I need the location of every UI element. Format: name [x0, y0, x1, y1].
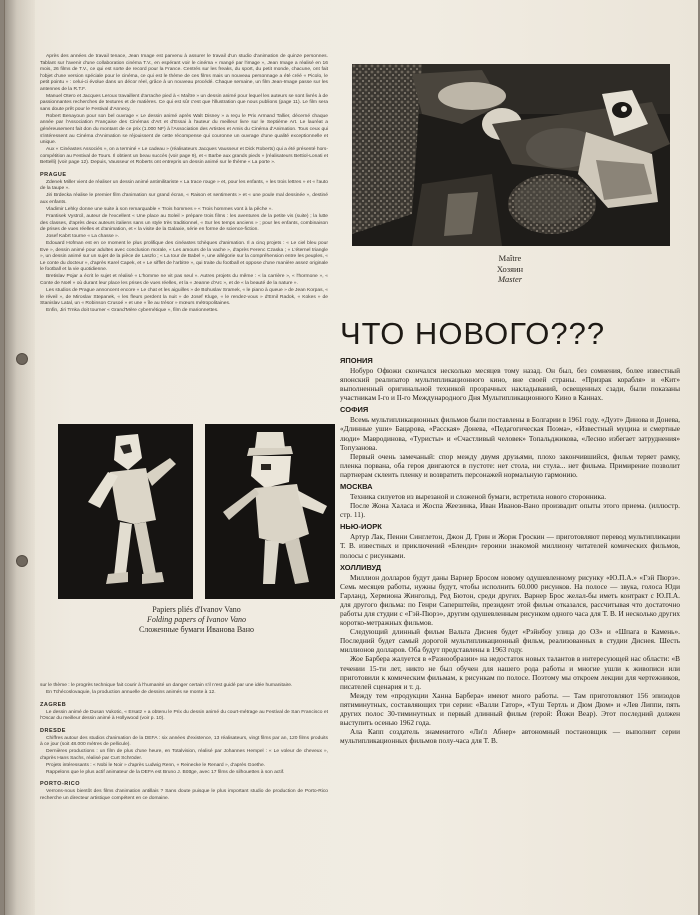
- hollywood-paragraph: Ала Капп создатель знаменитого «Ли'л Абнер» автономный постановщик — выполнит серии мультипликационных фильмов полу-часа для Т. В.: [340, 727, 680, 746]
- sofia-paragraph: Первый очень замечаный: спор между двумя друзьями, плохо закончившийся, фильм теряет рамку, пленка порвана, оба героя двигаются в пустоте: нет стола, ни стула... нет фильма. Примирение позволит партнерам склеить пленку и возвратить персонажей нормальную гармонию.: [340, 451, 680, 479]
- moscow-paragraph: После Жона Халаса и Жоспа Жеезинка, Иван Иванов-Вано произвадит опыты этого приема. (иллюстр. стр. 11).: [340, 501, 680, 520]
- prague-paragraph: Enfin, Jiri Trnka doit tourner « Grand'Mère cybernétique », film de marionnettes.: [46, 308, 219, 314]
- prague-paragraph: Zdenek Miller vient de réaliser un dessin animé antimilitariste « La trace rouge » et, pour les enfants, « les trois lettres » et « l'auto de la taupe ».: [40, 179, 328, 192]
- prague-paragraph: Josef Kabrt tourne « La chasse ».: [46, 234, 120, 240]
- section-heading-hollywood: ХОЛЛИВУД: [340, 562, 382, 572]
- continuation-paragraph: En Tchécoslovaquie, la production annuelle de dessins animés se monte à 12.: [46, 690, 216, 696]
- section-heading-japan: ЯПОНИЯ: [340, 356, 373, 365]
- dresde-paragraph: Dernières productions : un film de plus d'une heure, en Totalvision, réalisé par Johannes Hempel : « Le voleur de cheveux », d'après Hans Sachs, réalisé par Curt Schröder.: [40, 749, 328, 761]
- section-heading-prague: PRAGUE: [40, 171, 67, 178]
- hollywood-paragraph: Жоe Барбера жалуется в «Разнообразии» на недостаток новых талантов в интересующей нас области: «В течении 15-ти лет, никто не был обучен для нашего рода работы и многие ушли к живописи или приготовили к комическим фильмам, к рисункам по полосе. Поэтому мы откроем лекции для чертежников, писателей сценария и т. д.: [340, 654, 680, 691]
- caption-french: Maître: [498, 253, 522, 263]
- maitre-caption: [440, 253, 580, 285]
- folded-paper-photo-2: [205, 424, 335, 599]
- prague-paragraph: Bretislav Pojar a écrit le sujet et réalisé « L'homme ne vit pas seul ». Autres projets du même : « la carrière », « l'hormone », « Conte de Noël » où durant leur place les prises de vues réelles, et la « Jeanne d'Arc », et de « la beauté de la nature ».: [40, 274, 328, 286]
- section-heading-zagreb: ZAGREB: [40, 701, 67, 708]
- intro-paragraph: Robert Benayoun pour son bel ouvrage « Le dessin animé après Walt Disney » a reçu le Prix Armand Tallier, décerné chaque année par l'Association Française des Cinémas d'Art et d'Essai à l'auteur du meilleur livre sur le Septième Art. Le lauréat a généreusement fait don du montant de ce prix (1.000 NF) à l'Association des Artistes et Amis du Cinéma d'Animation. Tous ceux qui s'intéressent au Cinéma d'Animation se réjouissent de cette récompense qui couronne un ouvrage d'une qualité exceptionnelle et unique.: [40, 113, 328, 146]
- punch-hole: [16, 353, 28, 365]
- section-heading-moscow: МОСКВА: [340, 482, 373, 492]
- zagreb-paragraph: Le dessin animé de Dusan Vukotic, « Ersatz » a obtenu le Prix du dessin animé du court-métrage au Festival de San Francisco et l'Oscar du meilleur dessin animé à Hollywood (voir p. 10).: [40, 709, 328, 722]
- new-york-paragraph: Артур Лак, Пенни Синглетон, Джон Д. Грин и Жорж Гроскин — приготовляют перевод мультипликации Т. В. известных и приключений «Бленди» героини знакомой миллиону читателей комических фильмов, полосы с рисунками.: [340, 532, 680, 560]
- dresde-paragraph: Projets intéressants : « Nobi le Noir » d'après Ludwig Renn, « Reinecke le Renard », d'après Goethe.: [46, 762, 266, 768]
- section-heading-porto-rico: PORTO-RICO: [40, 781, 81, 788]
- folded-paper-photo-1: [58, 424, 193, 599]
- section-heading-dresde: DRESDE: [40, 727, 66, 734]
- prague-paragraph: Les studios de Prague annoncent encore « Le chat et les aiguilles » de Bohuslav Sramek, « le piano à queue » de Jean Korpas, « le réveil », de Miroslav Stepanek, « les fleurs perdent la nuit » de Josef Kluge, « le rendez-vous » d'Emil Radok, « Kokes » de Stanislav Latal, un « Robinson Crusoé » et une « île au trésor » mœurs métropolitaines.: [40, 288, 328, 307]
- page-title: ЧТО НОВОГО???: [340, 316, 606, 351]
- caption-russian: Сложенные бумаги Иванова Вано: [138, 625, 255, 634]
- hollywood-paragraph: Миллион долларов будут даны Варнер Бросом новому одушевленному рисунку «Ю.П.А.» «Гэй Пюрэ». Семь месяцев работы, нужны будут, чтобы исполнить 60.000 рисунков. На полосе — звука, голоса Юди Гарланд, Хермиона Жингольд, Ред Бютон, среди других. Варнер Брос желал-бы иметь контракт с Ю.П.А. для другого фильма: по Генри Саперштейн, президент этой фильм отказался, рассчитывая что достаточно работы для студии с «Гэй-Пюрэ», другим одушевленным рисунком одного часа для Т. В. И несколько других коротко-метражных фильмов.: [340, 572, 680, 628]
- dresde-paragraph: Chiffres autour des studios d'animation de la DEFA : six années d'existence, 13 réalisateurs, vingt films par an, 120 films produits à ce jour (soit 48.000 mètres de pellicule).: [40, 735, 328, 748]
- intro-paragraph: Manuel Otero et Jacques Leroux travaillent d'arrache pied à « Maître » un dessin animé pour lequel les auteurs se sont livrés à de passionnantes recherches de textures et de matières. Ce qui est sûr c'est que l'illustration que nous publions (page 11). Le film sera sans doute prêt pour le Festival d'Annecy.: [40, 93, 328, 112]
- french-news-column-lower: [40, 683, 328, 803]
- japan-paragraph: Нобуро Офюжи скончался несколько месяцев тому назад. Он был, без сомнения, более известный японский реализатор мультипликационного кино, вне своей страны. «Призрак корабля» и «Кит» выполненный оригинальной техникой прозрачных накладываний, освещенных сзади, были показаны участникам I-го и II-го Международного Дня Мультипликационного Кино в Каннах.: [340, 366, 680, 403]
- hollywood-paragraph: Между тем «продукции Ханна Барбера» имеют много работы. — Там приготовляют 156 эпизодов пятиминутных, составляющих три серии: «Валли Гатор», «Туш Тертль и Дюм Дюм» и «Лев Липпи, пять других полос 30-тиминутных и первый длинный фильм (герой: Йожи Веар). Этот последний должен выступить осенью 1962 года.: [340, 690, 680, 728]
- french-news-column: [40, 54, 328, 315]
- intro-paragraph: Aux « Cinéastes Associés », on a terminé « Le cadeau » (réalisateurs Jacques Vausseur et Dick Roberts) qui a été présenté hors-compétition au Festival de Tours. Il obtient un beau succès (voir page 9), et « Barbe aux grands pieds » (réalisateurs Bettiol-Lonati et Bettelli) (voir page 12). Depuis, Vausseur et Roberts ont entrepris un dessin animé sur le thème « La porte ».: [40, 147, 328, 166]
- maitre-illustration: [352, 64, 670, 246]
- porto-rico-paragraph: Verrons-nous bientôt des films d'animation antillais ? Sans doute puisque le plus important studio de production de Porto-Rico recherche un directeur artistique compétent en ce domaine.: [40, 789, 328, 802]
- sofia-paragraph: Всемь мультипликационных фильмов были поставлены в Болгарии в 1961 году. «Дуэт» Динова и Донева, «Длинные уши» Бацарова, «Расская» Донева, «Педагогическая Поэма», «Известный муцина и смертные люди» Мавродинова, «Туристы» и «Счастливый человек» Топальджикова, «Лесню избегает затруднения» Топузанова.: [340, 415, 680, 452]
- page-binding: [5, 0, 35, 915]
- moscow-paragraph: Техника силуетов из вырезаной и сложеной бумаги, встретила нового сторонника.: [350, 492, 607, 502]
- continuation-paragraph: sur le thème : le progrès technique fait courir à l'humanité un danger certain s'il n'est guidé par une idée humanitaire.: [40, 683, 293, 688]
- caption-english: Folding papers of Ivanov Vano: [146, 615, 247, 624]
- caption-russian: Хозяин: [496, 263, 524, 274]
- prague-paragraph: Vladimir Lehky donne une suite à son remarquable « Trois hommes » « Trois hommes vont à la pêche ».: [46, 206, 273, 212]
- caption-french: Papiers pliés d'Ivanov Vano: [152, 605, 241, 614]
- punch-hole: [16, 555, 28, 567]
- section-heading-sofia: СОФИЯ: [340, 405, 369, 415]
- folded-paper-caption: [58, 605, 335, 635]
- dresde-paragraph: Rappelons que le plus actif animateur de la DEFA est Bruno J. Böttge, avec 17 films de silhouettes à son actif.: [46, 769, 285, 775]
- hollywood-paragraph: Следующий длинный фильм Вальта Диснея будет «Рэйнбоу улица до ОЗ» и «Шпага в Камень». Последний будет самый дорогой мультипликационный фильм, реализованных в студии Диснея. Шесть миллионов долларов. Оба будут представлены в 1963 году.: [340, 627, 680, 655]
- intro-paragraph: Après des années de travail tenace, Jean Image est parvenu à assurer le travail d'un studio d'animation de quinze personnes. Tablant sur l'avenir d'une collaboration cinéma T.V., en espérant voir le cinéma « mangé par l'image », Jean Image a réalisé en 16 mois, 26 films de T.V., ce qui est sorte de record pour la France. Centrés sur les freaks, du sport, du petit monde, chacune, ont fait l'objet d'une version spéciale pour le cinéma, ce qui est le thème de ces films mais un nouveau personnage a été créé « Picolo, le petit pointu » : celui-ci évolue dans un décor réel, grâce à un nouveau procédé. Chaque semaine, un film Jean-Image passe sur les antennes de la R.T.F.: [40, 54, 328, 92]
- prague-paragraph: Jiri Brdecka réalise le premier film d'animation sur grand écran, « Raison et sentiments » et « une poule mal dessinée », destiné aux enfants.: [40, 193, 328, 205]
- caption-english: Master: [497, 274, 523, 284]
- section-heading-new-york: НЬЮ-ИОРК: [340, 522, 382, 532]
- prague-paragraph: Edouard Hofman est en ce moment le plus prolifique des cinéastes tchèques d'animation. Il a cinq projets : « Le ciel bleu pour Eve », dessin animé pour adultes avec conclusion morale, « Les amours de la vache », d'après Ferenc Czaska ; « L'éternel triangle », un dessin animé sur un sujet de la pièce de Laszlo ; « La tour de Babel », une allégorie sur la compréhension entre les peuples, « Le conte du docteur », d'après Karel Capek, et « Le sifflet de l'arbitre », qui traite du football et oppose d'une manière assez originale le football et la vie quotidienne.: [40, 241, 328, 273]
- prague-paragraph: Frantisek Vystrcil, auteur de l'excellent « Une place au Soleil » prépare trois films : les aventures de la petite vis (suite) ; la lutte des classes, d'après deux auteurs italiens sans un style très traditionnel, « Sur les temps anciens » ; pour les enfants, combinaison de prises de vues réelles et d'animation, et « la visite de la Galaxie, série en forme de science-fiction.: [40, 214, 328, 233]
- russian-news-column: [340, 316, 680, 745]
